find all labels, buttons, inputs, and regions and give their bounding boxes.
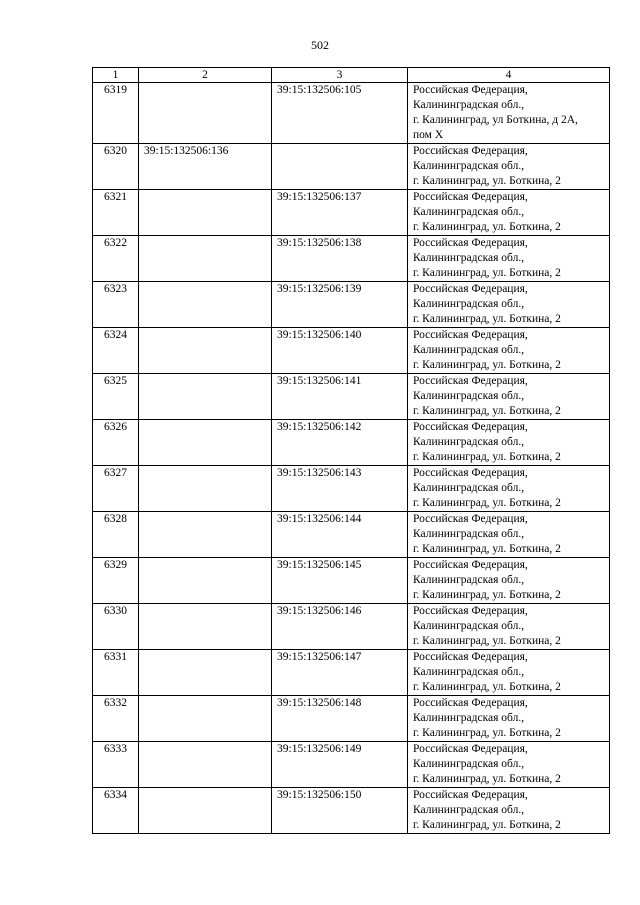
- registry-table: [92, 67, 610, 834]
- cadastral-number-room: 39:15:132506:141: [272, 374, 408, 420]
- cadastral-number-room: 39:15:132506:143: [272, 466, 408, 512]
- row-number: 6328: [93, 512, 139, 558]
- page-number: 502: [311, 38, 329, 52]
- address-line: г. Калининград, ул. Боткина, 2: [413, 727, 561, 739]
- table-row: [93, 374, 610, 420]
- address-line: г. Калининград, ул. Боткина, 2: [413, 221, 561, 233]
- cadastral-number-room: 39:15:132506:137: [272, 190, 408, 236]
- address-line: Калининградская обл.,: [413, 436, 525, 448]
- table-row: [93, 650, 610, 696]
- row-number: 6330: [93, 604, 139, 650]
- address-line: Российская Федерация,: [413, 145, 528, 157]
- address-line: г. Калининград, ул. Боткина, 2: [413, 313, 561, 325]
- address-line: Калининградская обл.,: [413, 574, 525, 586]
- cadastral-number-building: [139, 190, 272, 236]
- address-line: Российская Федерация,: [413, 191, 528, 203]
- column-header-1: 1: [93, 68, 139, 83]
- cadastral-number-building: [139, 558, 272, 604]
- cadastral-number-building: [139, 328, 272, 374]
- cadastral-number-building: [139, 512, 272, 558]
- address-cell: [408, 190, 610, 236]
- table-row: [93, 512, 610, 558]
- address-line: г. Калининград, ул. Боткина, 2: [413, 543, 561, 555]
- table-row: [93, 328, 610, 374]
- table-row: [93, 236, 610, 282]
- address-line: г. Калининград, ул. Боткина, 2: [413, 267, 561, 279]
- address-line: Калининградская обл.,: [413, 390, 525, 402]
- address-line: г. Калининград, ул. Боткина, 2: [413, 589, 561, 601]
- cadastral-number-building: [139, 374, 272, 420]
- address-line: г. Калининград, ул. Боткина, 2: [413, 819, 561, 831]
- address-line: Российская Федерация,: [413, 789, 528, 801]
- address-cell: [408, 604, 610, 650]
- row-number: 6319: [93, 83, 139, 144]
- cadastral-number-building: [139, 742, 272, 788]
- cadastral-number-building: [139, 83, 272, 144]
- address-line: Калининградская обл.,: [413, 160, 525, 172]
- cadastral-number-room: 39:15:132506:140: [272, 328, 408, 374]
- column-header-4: 4: [408, 68, 610, 83]
- table-row: [93, 788, 610, 834]
- header-row: [93, 68, 610, 83]
- row-number: 6333: [93, 742, 139, 788]
- address-line: Калининградская обл.,: [413, 252, 525, 264]
- address-cell: [408, 696, 610, 742]
- address-cell: [408, 83, 610, 144]
- address-line: Российская Федерация,: [413, 651, 528, 663]
- cadastral-number-room: 39:15:132506:105: [272, 83, 408, 144]
- cadastral-number-room: 39:15:132506:148: [272, 696, 408, 742]
- address-line: Российская Федерация,: [413, 559, 528, 571]
- cadastral-number-room: 39:15:132506:150: [272, 788, 408, 834]
- cadastral-number-building: [139, 466, 272, 512]
- table-row: [93, 420, 610, 466]
- address-line: г. Калининград, ул. Боткина, 2: [413, 451, 561, 463]
- cadastral-number-room: 39:15:132506:145: [272, 558, 408, 604]
- address-line: г. Калининград, ул Боткина, д 2А,: [413, 114, 578, 126]
- address-cell: [408, 374, 610, 420]
- address-line: Калининградская обл.,: [413, 99, 525, 111]
- address-line: Российская Федерация,: [413, 743, 528, 755]
- table-row: [93, 558, 610, 604]
- row-number: 6325: [93, 374, 139, 420]
- address-line: Российская Федерация,: [413, 467, 528, 479]
- address-line: Калининградская обл.,: [413, 804, 525, 816]
- address-cell: [408, 282, 610, 328]
- address-line: г. Калининград, ул. Боткина, 2: [413, 773, 561, 785]
- table-row: [93, 696, 610, 742]
- address-line: г. Калининград, ул. Боткина, 2: [413, 497, 561, 509]
- row-number: 6322: [93, 236, 139, 282]
- address-cell: [408, 236, 610, 282]
- address-cell: [408, 466, 610, 512]
- row-number: 6323: [93, 282, 139, 328]
- cadastral-number-building: [139, 604, 272, 650]
- address-line: Российская Федерация,: [413, 421, 528, 433]
- cadastral-number-building: [139, 696, 272, 742]
- cadastral-number-room: 39:15:132506:142: [272, 420, 408, 466]
- table-row: [93, 190, 610, 236]
- address-line: Российская Федерация,: [413, 237, 528, 249]
- table-row: [93, 83, 610, 144]
- address-line: Российская Федерация,: [413, 283, 528, 295]
- address-line: Калининградская обл.,: [413, 206, 525, 218]
- cadastral-number-building: [139, 788, 272, 834]
- address-line: Российская Федерация,: [413, 329, 528, 341]
- address-line: Калининградская обл.,: [413, 344, 525, 356]
- column-header-3: 3: [272, 68, 408, 83]
- row-number: 6331: [93, 650, 139, 696]
- address-line: г. Калининград, ул. Боткина, 2: [413, 681, 561, 693]
- address-line: г. Калининград, ул. Боткина, 2: [413, 359, 561, 371]
- address-line: Калининградская обл.,: [413, 620, 525, 632]
- address-line: Калининградская обл.,: [413, 482, 525, 494]
- table-row: [93, 144, 610, 190]
- cadastral-number-building: [139, 282, 272, 328]
- address-line: пом X: [413, 129, 444, 141]
- row-number: 6324: [93, 328, 139, 374]
- row-number: 6321: [93, 190, 139, 236]
- cadastral-number-room: 39:15:132506:149: [272, 742, 408, 788]
- address-cell: [408, 512, 610, 558]
- table-row: [93, 742, 610, 788]
- cadastral-number-building: [139, 420, 272, 466]
- cadastral-number-building: [139, 650, 272, 696]
- table-row: [93, 282, 610, 328]
- address-line: Калининградская обл.,: [413, 758, 525, 770]
- address-line: Калининградская обл.,: [413, 712, 525, 724]
- address-cell: [408, 328, 610, 374]
- address-line: Калининградская обл.,: [413, 298, 525, 310]
- address-line: Российская Федерация,: [413, 697, 528, 709]
- address-cell: [408, 420, 610, 466]
- address-cell: [408, 788, 610, 834]
- address-cell: [408, 144, 610, 190]
- address-cell: [408, 742, 610, 788]
- address-line: Российская Федерация,: [413, 605, 528, 617]
- row-number: 6329: [93, 558, 139, 604]
- row-number: 6326: [93, 420, 139, 466]
- address-line: Российская Федерация,: [413, 375, 528, 387]
- row-number: 6334: [93, 788, 139, 834]
- address-cell: [408, 650, 610, 696]
- cadastral-number-building: 39:15:132506:136: [139, 144, 272, 190]
- table-row: [93, 604, 610, 650]
- address-cell: [408, 558, 610, 604]
- row-number: 6327: [93, 466, 139, 512]
- address-line: Российская Федерация,: [413, 84, 528, 96]
- address-line: Российская Федерация,: [413, 513, 528, 525]
- cadastral-number-room: 39:15:132506:147: [272, 650, 408, 696]
- cadastral-number-building: [139, 236, 272, 282]
- cadastral-number-room: 39:15:132506:138: [272, 236, 408, 282]
- address-line: г. Калининград, ул. Боткина, 2: [413, 175, 561, 187]
- cadastral-number-room: [272, 144, 408, 190]
- cadastral-number-room: 39:15:132506:139: [272, 282, 408, 328]
- column-header-2: 2: [139, 68, 272, 83]
- address-line: Калининградская обл.,: [413, 666, 525, 678]
- address-line: г. Калининград, ул. Боткина, 2: [413, 635, 561, 647]
- table-row: [93, 466, 610, 512]
- address-line: г. Калининград, ул. Боткина, 2: [413, 405, 561, 417]
- row-number: 6320: [93, 144, 139, 190]
- row-number: 6332: [93, 696, 139, 742]
- cadastral-number-room: 39:15:132506:144: [272, 512, 408, 558]
- cadastral-number-room: 39:15:132506:146: [272, 604, 408, 650]
- address-line: Калининградская обл.,: [413, 528, 525, 540]
